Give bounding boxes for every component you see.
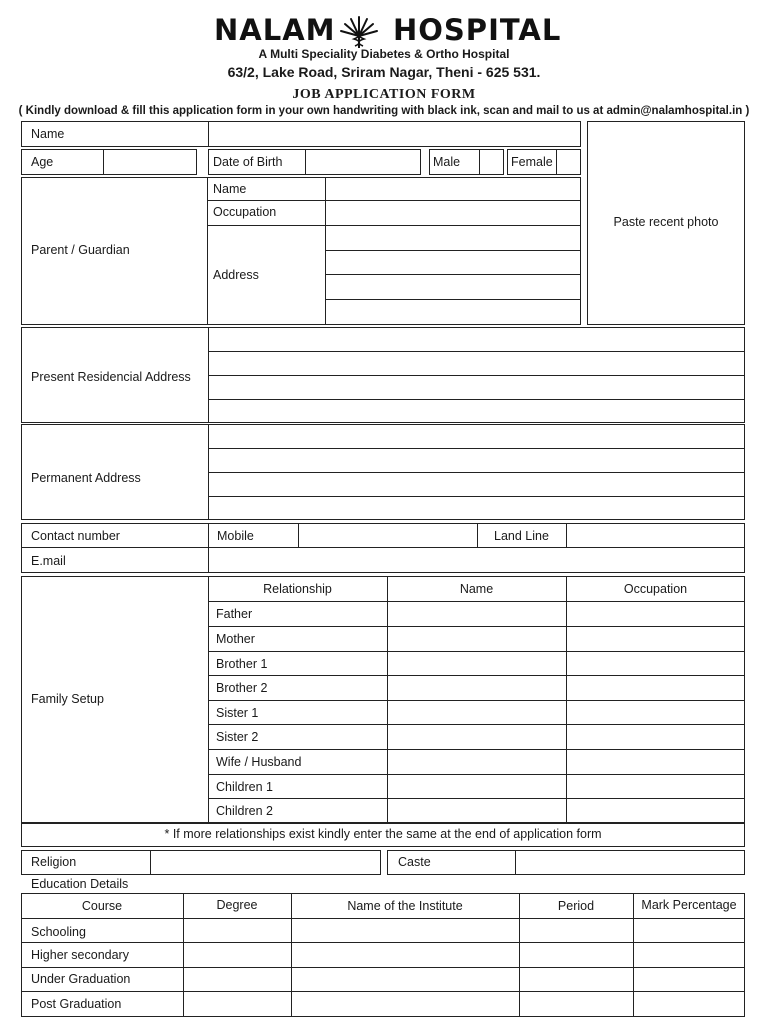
family-header-occupation: Occupation <box>623 582 688 596</box>
family-row-father: Father <box>216 607 253 621</box>
contact-number-label: Contact number <box>31 529 120 543</box>
family-entries-field[interactable] <box>389 603 744 821</box>
present-address-field[interactable] <box>210 329 743 421</box>
family-row-sister-1: Sister 1 <box>216 706 259 720</box>
female-label: Female <box>511 155 553 169</box>
permanent-address-label: Permanent Address <box>31 471 141 485</box>
family-header-relationship: Relationship <box>263 582 332 596</box>
family-row-brother-1: Brother 1 <box>216 657 268 671</box>
present-address-label: Present Residencial Address <box>31 370 191 384</box>
education-entries-field[interactable] <box>185 920 743 1015</box>
dob-label: Date of Birth <box>213 155 283 169</box>
guardian-occupation-label: Occupation <box>213 205 277 219</box>
education-header-marks: Mark Percentage <box>641 898 737 912</box>
education-row-schooling: Schooling <box>31 925 86 939</box>
photo-label: Paste recent photo <box>613 215 719 229</box>
education-header-course: Course <box>81 899 123 913</box>
education-header-period: Period <box>557 899 595 913</box>
name-label: Name <box>31 127 65 141</box>
guardian-address-field[interactable] <box>327 227 579 323</box>
age-field[interactable] <box>105 151 195 173</box>
family-setup-label: Family Setup <box>31 692 104 706</box>
family-row-brother-2: Brother 2 <box>216 681 268 695</box>
hospital-address: 63/2, Lake Road, Sriram Nagar, Theni - 625 531. <box>227 64 541 80</box>
guardian-occupation-field[interactable] <box>327 202 579 224</box>
hospital-name-right: HOSPITAL <box>393 13 562 47</box>
guardian-address-label: Address <box>213 268 259 282</box>
form-title: JOB APPLICATION FORM <box>292 87 476 102</box>
guardian-section-label: Parent / Guardian <box>31 243 130 257</box>
permanent-address-field[interactable] <box>210 426 743 518</box>
family-row-children-1: Children 1 <box>216 780 273 794</box>
family-note: * If more relationships exist kindly enter the same at the end of application form <box>164 827 602 841</box>
form-instruction: ( Kindly download & fill this application form in your own handwriting with black ink, scan and mail to us at admin@nalamhospital.in ) <box>18 105 750 117</box>
guardian-name-label: Name <box>213 182 247 196</box>
dob-field[interactable] <box>307 151 419 173</box>
mobile-field[interactable] <box>300 525 475 546</box>
education-details-label: Education Details <box>31 877 129 891</box>
caduceus-sunburst-icon <box>337 14 381 50</box>
landline-label: Land Line <box>494 529 549 543</box>
education-header-degree: Degree <box>216 898 258 912</box>
caste-label: Caste <box>398 855 431 869</box>
family-row-children-2: Children 2 <box>216 804 273 818</box>
female-checkbox[interactable] <box>558 151 579 173</box>
education-row-under-graduation: Under Graduation <box>31 972 131 986</box>
email-label: E.mail <box>31 554 66 568</box>
guardian-name-field[interactable] <box>327 179 579 199</box>
mobile-label: Mobile <box>217 529 254 543</box>
email-field[interactable] <box>210 549 743 571</box>
male-checkbox[interactable] <box>481 151 502 173</box>
hospital-subtitle: A Multi Speciality Diabetes & Ortho Hospital <box>258 47 510 61</box>
applicant-name-field[interactable] <box>210 123 578 145</box>
caste-field[interactable] <box>517 852 743 873</box>
family-row-mother: Mother <box>216 632 255 646</box>
education-row-post-graduation: Post Graduation <box>31 997 122 1011</box>
religion-label: Religion <box>31 855 77 869</box>
male-label: Male <box>433 155 461 169</box>
religion-field[interactable] <box>152 852 379 873</box>
family-header-name: Name <box>459 582 494 596</box>
education-row-higher-secondary: Higher secondary <box>31 948 129 962</box>
landline-field[interactable] <box>568 525 743 546</box>
family-row-sister-2: Sister 2 <box>216 730 259 744</box>
hospital-name-left: NALAM <box>214 13 336 47</box>
family-row-spouse: Wife / Husband <box>216 755 302 769</box>
education-header-institute: Name of the Institute <box>347 899 463 913</box>
age-label: Age <box>31 155 54 169</box>
